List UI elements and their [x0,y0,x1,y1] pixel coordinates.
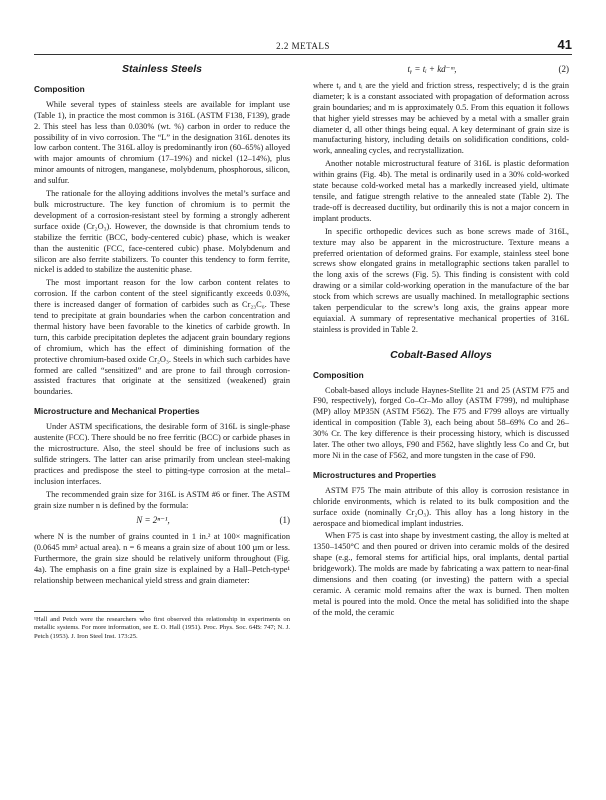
subheading-microstructures: Microstructures and Properties [313,469,437,480]
paragraph: When F75 is cast into shape by investment casting, the alloy is melted at 1350–1450°C and then poured or driven into ceramic molds of the desired shape (e.g., femoral stems for artificial hips, oral implants, dental partial bridgework). The molds are made by fabricating a wax pattern to near-final dimensions and then coating (or investing) the pattern with a special ceramic. A ceramic mold remains after the wax is burned. Then molten metal is poured into the mold. Once the metal has solidified into the shape of the mold, the ceramic [313,531,569,617]
paragraph: While several types of stainless steels are available for implant use (Table 1), in practice the most common is 316L (ASTM F138, F139), grade 2. This steel has less than 0.030% (wt. %) carbon in order to reduce the possibility of in vivo corrosion. The “L” in the designation 316L denotes its low carbon content. The 316L alloy is predominantly iron (60–65%) alloyed with major amounts of chromium (17–19%) and nickel (12–14%), plus minor amounts of nitrogen, manganese, molybdenum, phosphorous, silicon, and sulfur. [34,99,290,186]
running-head: 2.2 METALS [276,41,330,51]
left-column [34,64,290,641]
right-column [313,64,569,621]
equation-2 [313,64,569,75]
equation-2-body: tᵧ = tᵢ + kd⁻ᵐ, [407,64,457,74]
paragraph: Cobalt-based alloys include Haynes-Stellite 21 and 25 (ASTM F75 and F90, respectively), forged Co–Cr–Mo alloy (ASTM F799), nd multiphase (MP) alloy MP35N (ASTM F562). The F75 and F799 alloys are virtually identical in composition (Table 3), each being about 58–69% Co and 26–30% Cr. The key difference is their processing history, which is discussed later. The other two alloys, F90 and F562, have slightly less Co and Cr, but more Ni in the case of F562, and more tungsten in the case of F90. [313,385,569,460]
section-title-cobalt-alloys: Cobalt-Based Alloys [390,348,492,361]
page-number: 41 [557,37,572,52]
page-header [34,36,572,54]
subheading-composition: Composition [313,369,364,380]
equation-1 [34,515,290,526]
paragraph: Another notable microstructural feature of 316L is plastic deformation within grains (Fig. 4b). The metal is ordinarily used in a 30% cold-worked state because cold-worked metal has a markedly increased yield, ultimate tensile, and fatigue strength relative to the annealed state (Table 2). The trade-off is decreased ductility, but ordinarily this is not a major concern in implant products. [313,159,569,223]
subheading-composition: Composition [34,83,85,94]
header-rule [34,54,572,55]
paragraph: The rationale for the alloying additions involves the metal’s surface and bulk microstructure. The key function of chromium is to permit the development of a corrosion-resistant steel by forming a strongly adherent surface oxide (Cr₂O₃). However, the downside is that chromium tends to stabilize the ferritic (BCC, body-centered cubic) phase, which is weaker than the austenitic (FCC, face-centered cubic) phase. Molybdenum and silicon are also ferrite stabilizers. To counter this tendency to form ferrite, nickel is added to stabilize the austenitic phase. [34,189,290,275]
paragraph: The recommended grain size for 316L is ASTM #6 or finer. The ASTM grain size number n is defined by the formula: [34,489,290,510]
paragraph: where N is the number of grains counted in 1 in.² at 100× magnification (0.0645 mm² actual area). n = 6 means a grain size of about 100 µm or less. Furthermore, the grain size should be relatively uniform throughout (Fig. 4a). The emphasis on a fine grain size is explained by a Hall–Petch-type¹ relationship between mechanical yield stress and grain diameter: [34,532,290,585]
paragraph: In specific orthopedic devices such as bone screws made of 316L, texture may also be apparent in the microstructure. Texture means a preferred orientation of deformed grains. For example, stainless steel bone screws show elongated grains in metallographic sections taken parallel to the long axis of the screws (Fig. 5). This finding is consistent with cold drawing or a similar cold-working operation in the manufacture of the bar stock from which screws are usually machined. In metallographic sections taken perpendicular to the screw’s long axis, the grains appear more equiaxial. A summary of representative mechanical properties of 316L stainless is provided in Table 2. [313,226,569,334]
equation-1-number: (1) [279,515,290,526]
footnote-rule [34,611,144,612]
paragraph: ASTM F75 The main attribute of this alloy is corrosion resistance in chloride environments, which is related to its bulk composition and the surface oxide (nominally Cr₂O₃). This alloy has a long history in the aerospace and biomedical implant industries. [313,485,569,528]
paragraph: where tᵧ and tᵢ are the yield and friction stress, respectively; d is the grain diameter; k is a constant associated with propagation of deformation across grain boundaries; and m is approximately 0.5. From this equation it follows that higher yield stresses may be achieved by a metal with a smaller grain diameter d, all other things being equal. A key determinant of grain size is manufacturing history, including details on solidification conditions, cold-work, annealing cycles, and recrystallization. [313,80,569,156]
equation-2-number: (2) [558,64,569,74]
paragraph: The most important reason for the low carbon content relates to corrosion. If the carbon content of the steel significantly exceeds 0.03%, there is increased danger of formation of carbides such as Cr₂₃C₆. These tend to precipitate at grain boundaries when the carbon concentration and thermal history have been favorable to the kinetics of carbide growth. In turn, this carbide precipitation depletes the adjacent grain boundary regions of chromium, which has the effect of diminishing formation of the protective chromium-based oxide Cr₂O₃. Steels in which such carbides have formed are called “sensitized” and are prone to fail through corrosion-assisted fractures that originate at the sensitized (weakened) grain boundaries. [34,278,290,397]
footnote: ¹Hall and Petch were the researchers who first observed this relationship in experiments on metallic systems. For more information, see E. O. Hall (1951). Proc. Phys. Soc. 64B: 747; N. J. Petch (1953). J. Iron Steel Inst. 173:25. [34,615,290,640]
subheading-microstructure: Microstructure and Mechanical Properties [34,406,200,417]
paragraph: Under ASTM specifications, the desirable form of 316L is single-phase austenite (FCC). There should be no free ferritic (BCC) or carbide phases in the microstructure. Also, the steel should be free of inclusions such as sulfide stringers. The latter can arise primarily from unclean steel-making practices and predispose the steel to pitting-type corrosion at the metal–inclusion interfaces. [34,422,290,486]
equation-1-body: N = 2ⁿ⁻¹, [136,515,170,526]
section-title-stainless-steels: Stainless Steels [122,63,202,75]
